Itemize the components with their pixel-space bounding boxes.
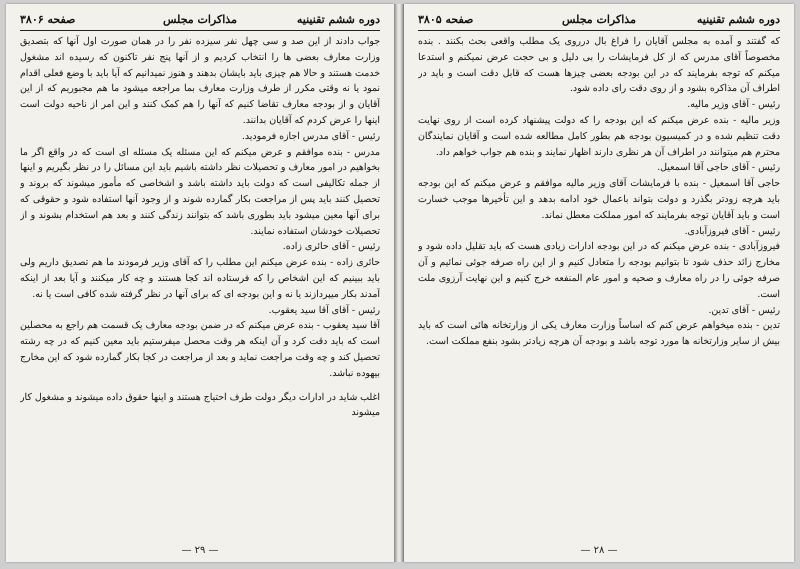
left-page-number-text: — ۲۹ —	[181, 545, 219, 556]
right-page-header	[418, 12, 780, 31]
right-page-label: صفحه ۳۸۰۵	[418, 13, 474, 26]
closing-paragraph: اغلب شاید در ادارات دیگر دولت طرف احتیاج هستند و اینها حقوق داده میشوند و مشغول کار میشوند	[20, 391, 380, 419]
paragraph: رئیس - آقای حاجی آقا اسمعیل.	[657, 162, 780, 174]
left-page-label: صفحه ۳۸۰۶	[20, 13, 76, 26]
paragraph: رئیس - آقای مدرس اجازه فرمودید.	[241, 130, 380, 142]
left-page-number	[6, 545, 394, 556]
paragraph: فیروزآبادی - بنده عرض میکنم که در این بودجه ادارات زیادی هست که باید تقلیل داده شود و مخارج زائد حذف شود تا بتوانیم بودجه را متعادل کنیم و از این راه صرفه جوئی نمائیم و آن صرفه جوئی را در راه معارف و صحیه و امور عام المنفعه خرج کنیم و این نهایت آرزوی ملت است.	[418, 241, 780, 300]
left-body-text	[20, 34, 380, 536]
left-page-title: مذاکرات مجلس	[163, 13, 237, 26]
book-gutter	[394, 4, 404, 562]
paragraph: جواب دادند از این صد و سی چهل نفر سیزده نفر را در همان صورت اول آنها که بتصدیق وزارت معارف بعضی ها را انتخاب کردیم و از آنها پنج نفر تاکنون که رسیده اند مشغول خدمت هستند و حالا هم چیزی باید بایشان بدهند و هنوز نمیدانیم که آیا باید با وضع فعلی اقدام نمود یا نه وقتی مکرر از طرف وزارت معارف بما مراجعه میشود ما هم مجبوریم که از این آقایان و از بودجه معارف تقاضا کنیم که آنها را هم کمک کنند و این امر از ناحیه دولت است اینها را عرض کردم که آقایان بدانند.	[20, 36, 380, 126]
paragraph: رئیس - آقای فیروزآبادی.	[684, 225, 780, 237]
right-body-text	[418, 34, 780, 536]
right-page-title: مذاکرات مجلس	[562, 13, 636, 26]
paragraph: که گفتند و آمده به مجلس آقایان را فراغ بال درروی یک مطلب واقعی بحث بکنند . بنده مخصوصاً آقای مدرس که از کل فرمایشات را بی دلیل و بی حجت عرض نمیکنم و استدعا میکنم که توجه بفرمایند که در این بودجه بعضی چیزها هست که قابل دقت است و باید در اطراف آن مذاکره بشود و از روی دقت رای داده شود.	[418, 36, 780, 95]
right-page-number	[404, 545, 794, 556]
right-session-label: دوره ششم تقنینیه	[696, 13, 780, 26]
paragraph: رئیس - آقای حائری زاده.	[282, 241, 380, 253]
paragraph: رئیس - آقای تدین.	[708, 304, 780, 316]
paragraph: مدرس - بنده موافقم و عرض میکنم که این مسئله یک مسئله ای است که در واقع اگر ما بخواهیم در امور معارف و تحصیلات نظر داشته باشیم باید این مسائل را در نظر بگیریم و اینها از جمله تکالیفی است که دولت باید داشته باشد و اشخاصی که مأمور میشوند که بروند و تحصیل کنند باید پس از مراجعت بکار گمارده شوند و از وجود آنها استفاده شود و حقوقی که برای آنها معین میشود باید بطوری باشد که بتوانند زندگی کنند و بعد هم استخدام بشوند و از تحصیلات خودشان استفاده نمایند.	[20, 146, 380, 237]
paragraph: آقا سید یعقوب - بنده عرض میکنم که در ضمن بودجه معارف یک قسمت هم راجع به محصلین است که باید دقت کرد و آن اینکه هر وقت محصل میفرستیم باید معین کنیم که در چه رشته تحصیل کند و چه وقت مراجعت نماید و بعد از مراجعت در کجا بکار گمارده شود که این مخارج بیهوده نباشد.	[20, 320, 380, 379]
paragraph: وزیر مالیه - بنده عرض میکنم که این بودجه را که دولت پیشنهاد کرده است از روی نهایت دقت تنظیم شده و در کمیسیون بودجه هم بطور کامل مطالعه شده است و آقایان نمایندگان محترم هم میتوانند در اطراف آن هر نظری دارند اظهار نمایند و بنده هم جواب خواهم داد.	[418, 114, 780, 158]
right-page	[404, 4, 794, 562]
left-page-header	[20, 12, 380, 31]
paragraph: رئیس - آقای وزیر مالیه.	[687, 99, 780, 111]
paragraph: حائری زاده - بنده عرض میکنم این مطلب را که آقای وزیر فرمودند ما هم تصدیق داریم ولی باید ببینیم که این اشخاص را که فرستاده اند کجا هستند و چه کار میکنند و آیا بعد از اینکه آمدند بکار میپردازند یا نه و این بودجه ای که برای آنها در نظر گرفته شده کافی است یا نه.	[20, 257, 380, 300]
left-session-label: دوره ششم تقنینیه	[296, 13, 380, 26]
left-page	[6, 4, 394, 562]
paragraph: رئیس - آقای آقا سید یعقوب.	[268, 304, 380, 316]
right-page-number-text: — ۲۸ —	[580, 545, 618, 556]
paragraph: حاجی آقا اسمعیل - بنده با فرمایشات آقای وزیر مالیه موافقم و عرض میکنم که این بودجه باید هرچه زودتر بگذرد و دولت بتواند باعمال خود ادامه بدهد و این تأخیرها موجب خسارت است و باید آقایان توجه بفرمایند که امور مملکت معطل نماند.	[418, 178, 780, 221]
paragraph: تدین - بنده میخواهم عرض کنم که اساساً وزارت معارف یکی از وزارتخانه هائی است که باید بیش از سایر وزارتخانه ها مورد توجه باشد و بودجه آن هرچه زیادتر بشود بنفع مملکت است.	[418, 320, 780, 348]
